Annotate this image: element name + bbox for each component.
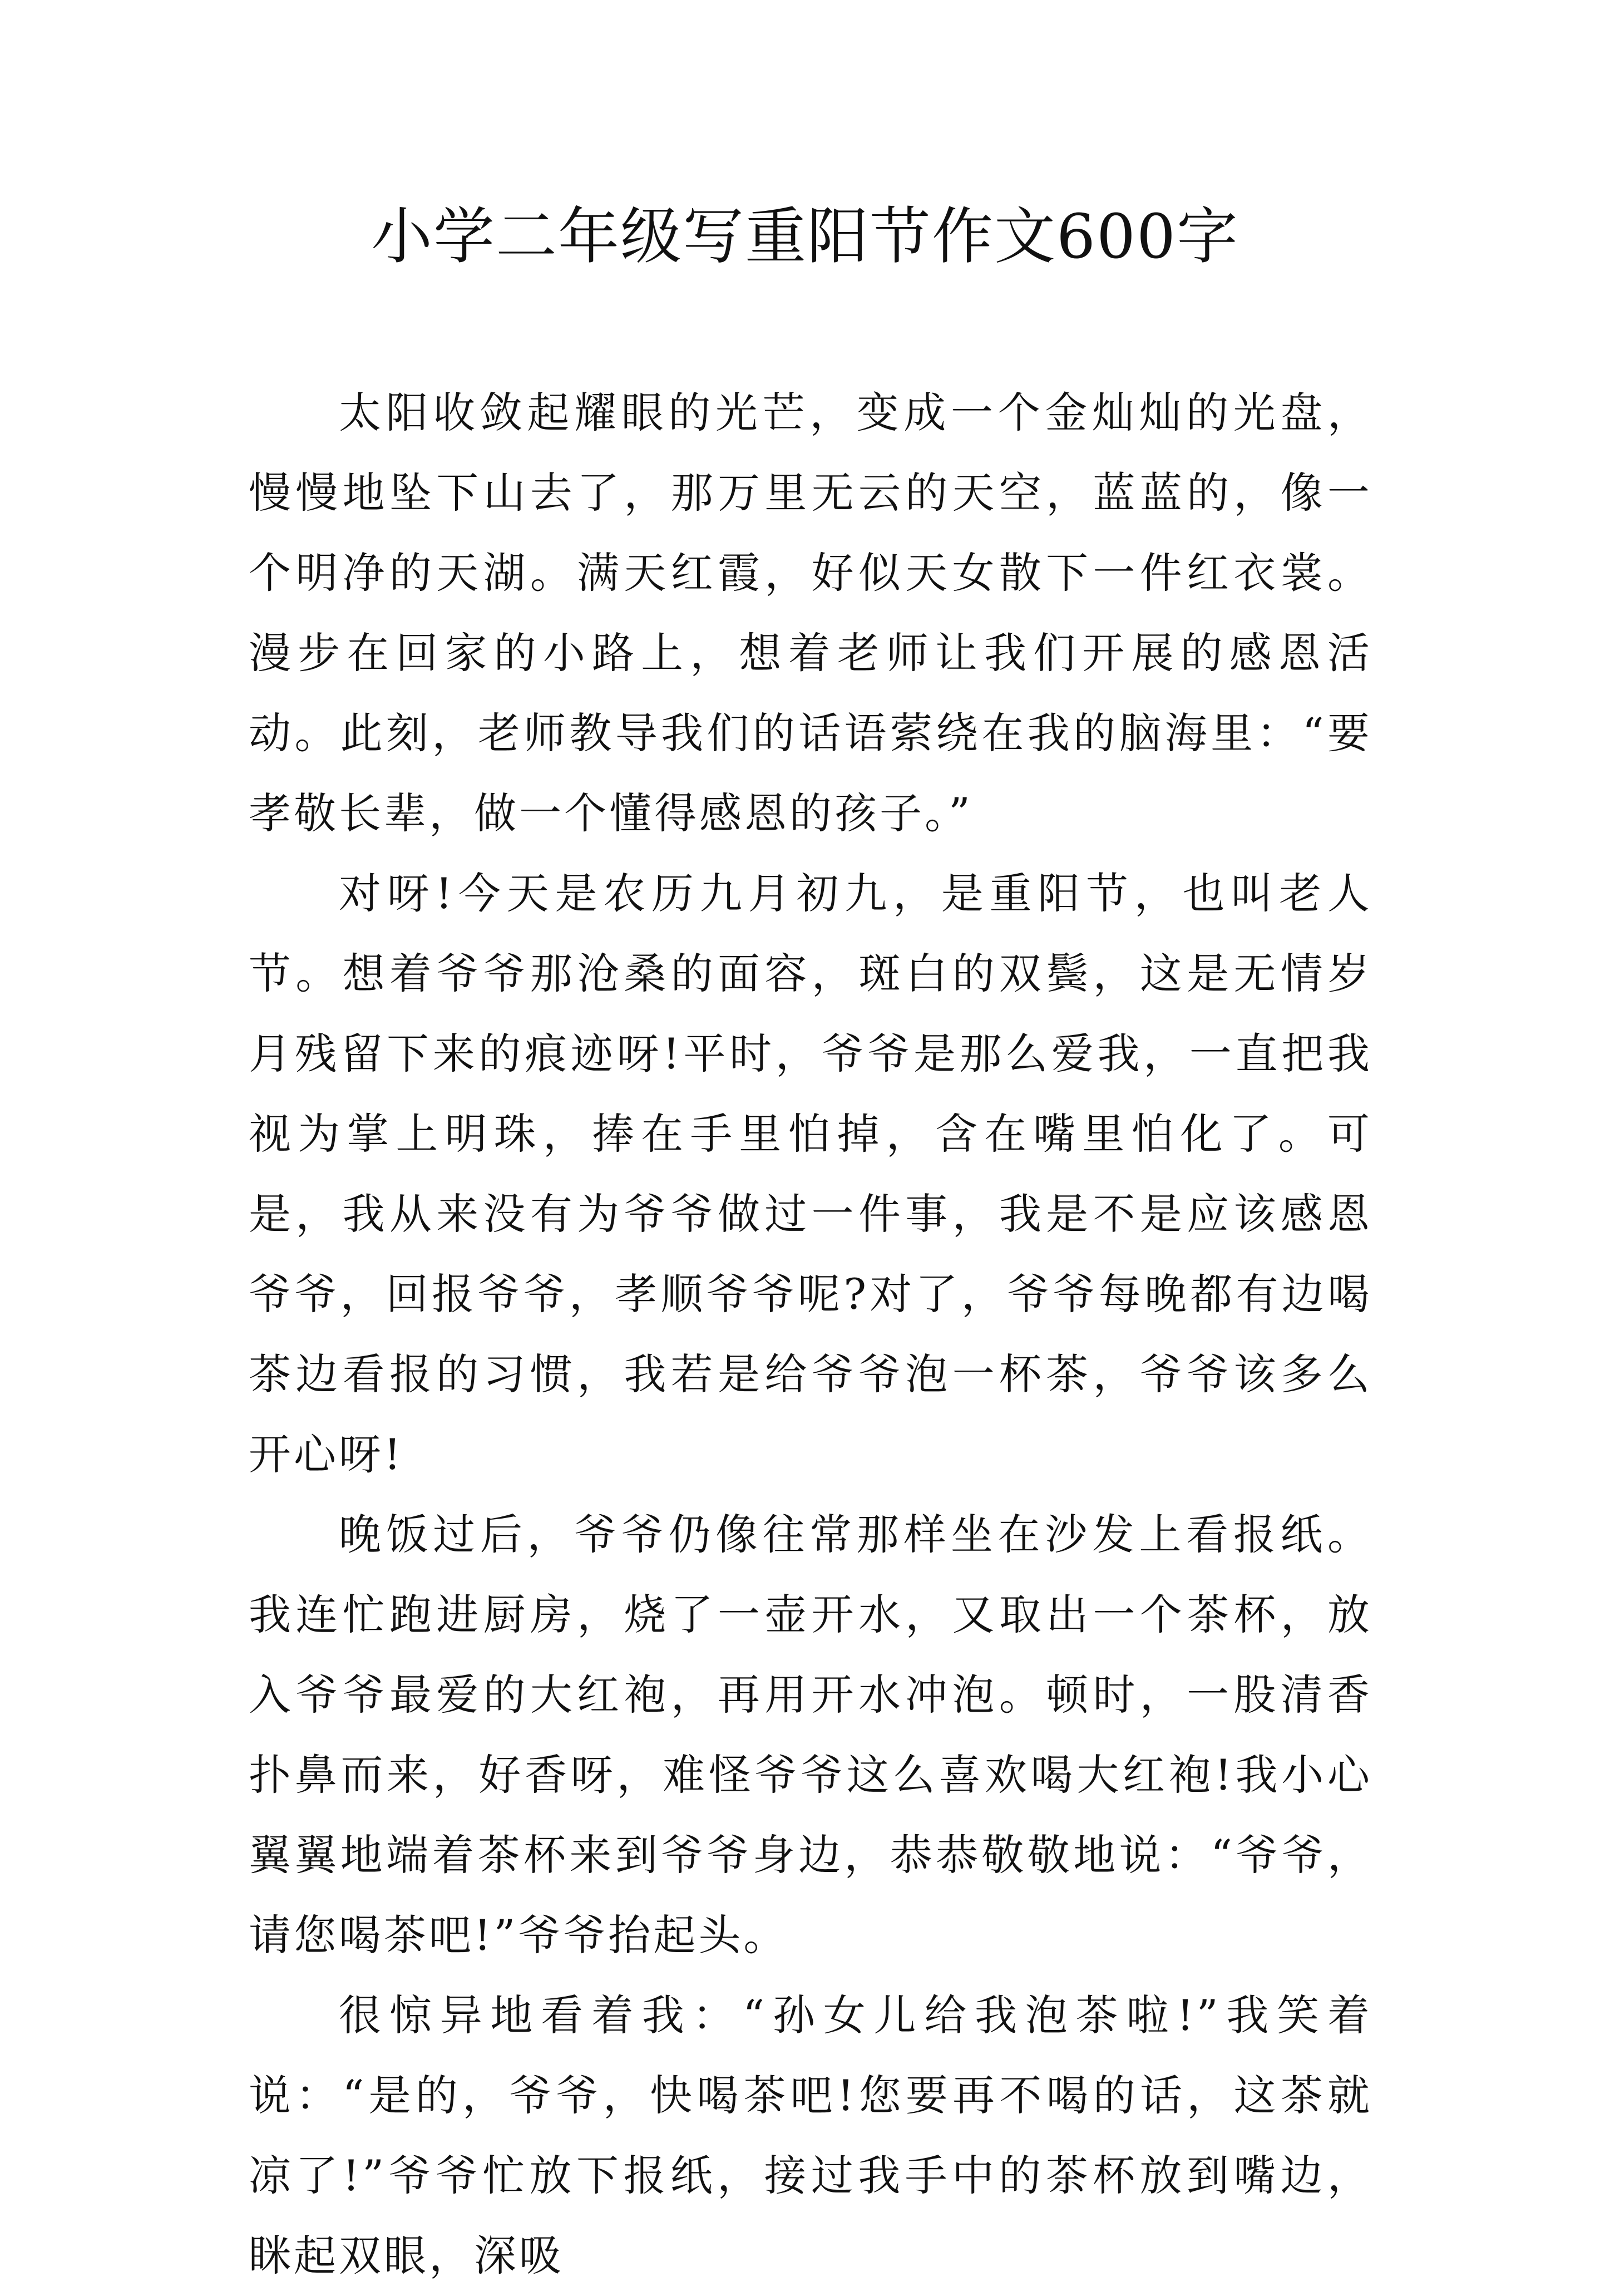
- paragraph-1: 太阳收敛起耀眼的光芒，变成一个金灿灿的光盘，慢慢地坠下山去了，那万里无云的天空，蓝蓝的，像一个明净的天湖。满天红霞，好似天女散下一件红衣裳。漫步在回家的小路上，想着老师让我们开展的感恩活动。此刻，老师教导我们的话语萦绕在我的脑海里：“要孝敬长辈，做一个懂得感恩的孩子。”: [249, 388, 1372, 838]
- paragraph-2: 对呀!今天是农历九月初九，是重阳节，也叫老人节。想着爷爷那沧桑的面容，斑白的双鬓，这是无情岁月残留下来的痕迹呀!平时，爷爷是那么爱我，一直把我视为掌上明珠，捧在手里怕掉，含在嘴里怕化了。可是，我从来没有为爷爷做过一件事，我是不是应该感恩爷爷，回报爷爷，孝顺爷爷呢?对了，爷爷每晚都有边喝茶边看报的习惯，我若是给爷爷泡一杯茶，爷爷该多么开心呀!: [249, 869, 1372, 1479]
- document-body: [249, 373, 1372, 2296]
- paragraph-4: 很惊异地看着我：“孙女儿给我泡茶啦!”我笑着说：“是的，爷爷，快喝茶吧!您要再不喝的话，这茶就凉了!”爷爷忙放下报纸，接过我手中的茶杯放到嘴边，眯起双眼，深吸: [249, 1990, 1372, 2280]
- paragraph-3: 晚饭过后，爷爷仍像往常那样坐在沙发上看报纸。我连忙跑进厨房，烧了一壶开水，又取出一个茶杯，放入爷爷最爱的大红袍，再用开水冲泡。顿时，一股清香扑鼻而来，好香呀，难怪爷爷这么喜欢喝大红袍!我小心翼翼地端着茶杯来到爷爷身边，恭恭敬敬地说：“爷爷，请您喝茶吧!”爷爷抬起头。: [249, 1510, 1372, 1960]
- document-title: 小学二年级写重阳节作文600字: [371, 201, 1239, 272]
